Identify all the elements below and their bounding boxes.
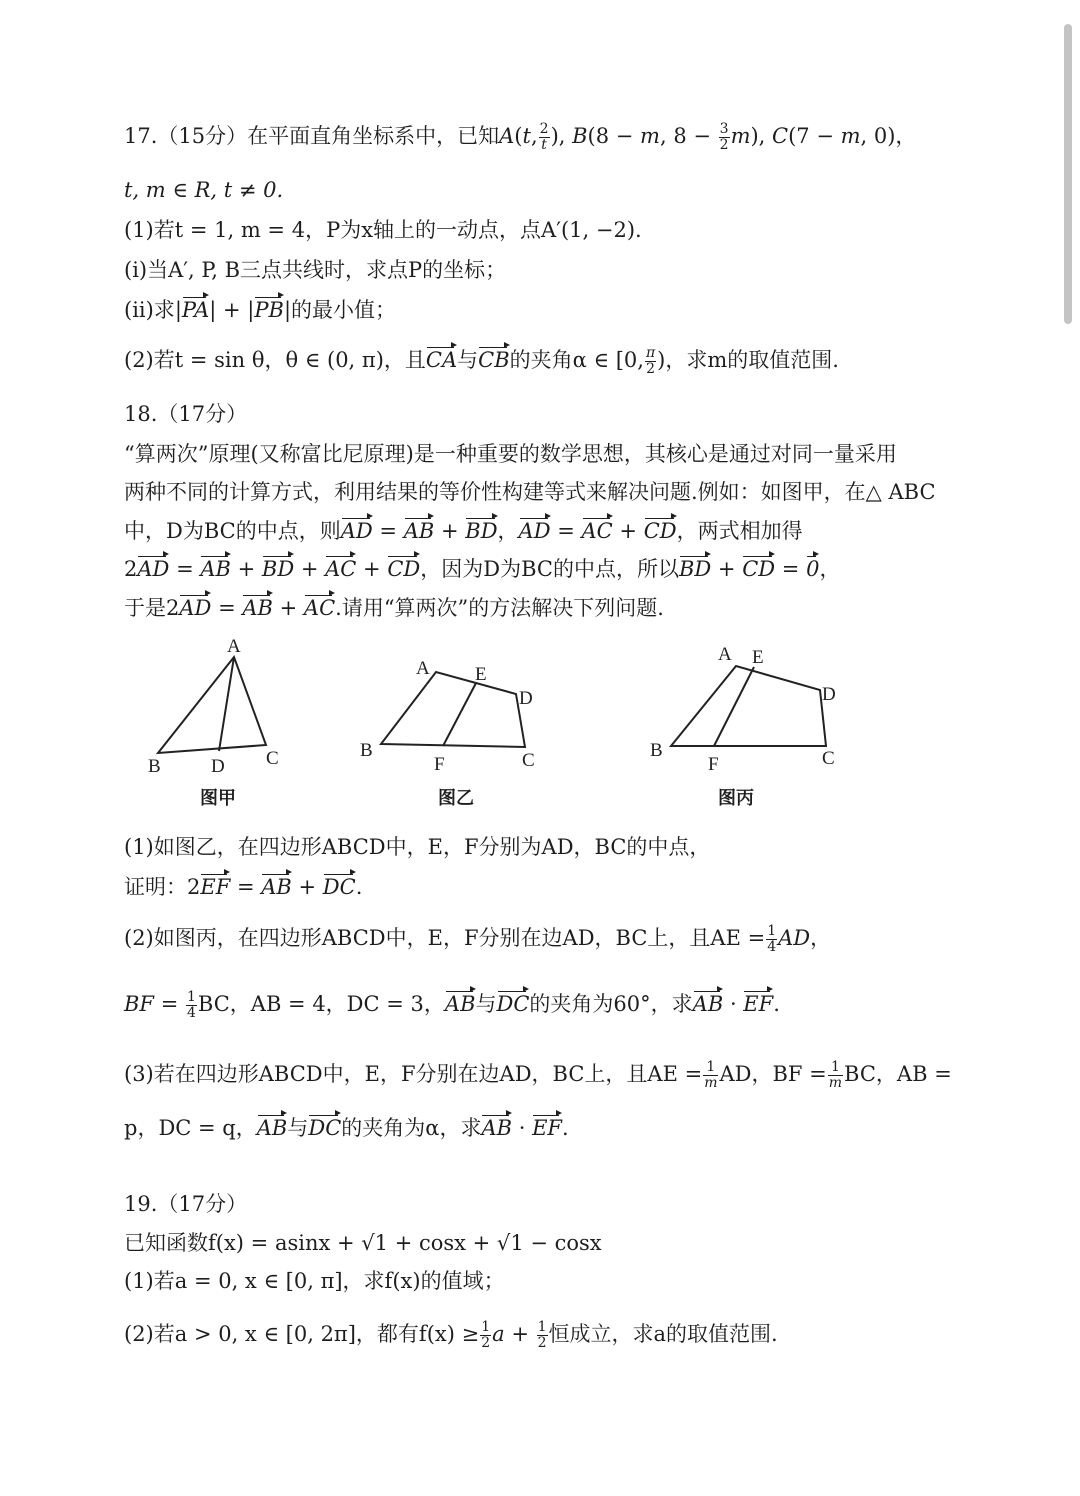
q18-part1-b: 证明：2EF = AB + DC. [124, 875, 363, 899]
q19-header: 19.（17分） [124, 1192, 248, 1216]
q17-header-line: 17.（15分）在平面直角坐标系中，已知A(t, $\frac{2}{t}$ ), B(8 − m, 8 − $\frac{3}{2}$ m), C(7 − m, 0)， [124, 121, 917, 153]
q18-part2-b: BF = $\frac{1}{4}$ BC，AB = 4，DC = 3，AB与DC的夹角为60°，求AB · EF. [124, 989, 780, 1021]
q18-intro-5: 于是2AD = AB + AC.请用“算两次”的方法解决下列问题. [124, 596, 664, 620]
quad-abcd-yi [381, 672, 525, 747]
q18-part3-a: (3)若在四边形ABCD中，E，F分别在边AD，BC上，且AE = $\frac{1}{m}$ AD，BF = $\frac{1}{m}$ BC，AB = [124, 1059, 952, 1091]
figure-jia [158, 657, 266, 753]
q19-part2: (2)若a > 0, x ∈ [0, 2π]，都有f(x) ≥ $\frac{1}{2}$ a + $\frac{1}{2}$ 恒成立，求a的取值范围. [124, 1319, 778, 1351]
q17-part1-ii: (ii)求|PA| + |PB|的最小值； [124, 298, 397, 322]
label-jia-b: B [148, 756, 161, 777]
q18-intro-2: 两种不同的计算方式，利用结果的等价性构建等式来解决问题.例如：如图甲，在△ ABC [124, 480, 936, 504]
segment-ef-yi [443, 683, 476, 746]
q17-part1: (1)若t = 1, m = 4，P为x轴上的一动点，点A′(1, −2). [124, 218, 642, 242]
label-jia-c: C [266, 748, 279, 769]
caption-yi: 图乙 [438, 788, 474, 809]
label-bing-b: B [650, 740, 663, 761]
caption-bing: 图丙 [718, 788, 754, 809]
q19-part1: (1)若a = 0, x ∈ [0, π]，求f(x)的值域； [124, 1269, 505, 1293]
figure-yi [381, 672, 525, 747]
label-yi-e: E [475, 664, 487, 685]
q18-part1-a: (1)如图乙，在四边形ABCD中，E，F分别为AD，BC的中点， [124, 835, 711, 859]
caption-jia: 图甲 [200, 788, 236, 809]
label-bing-f: F [708, 754, 719, 775]
q18-intro-3: 中，D为BC的中点，则AD = AB + BD，AD = AC + CD，两式相加得 [124, 519, 803, 543]
label-jia-a: A [227, 636, 241, 657]
q18-intro-4: 2AD = AB + BD + AC + CD，因为D为BC的中点，所以BD + CD = 0， [124, 557, 841, 581]
q17-part2: (2)若t = sin θ，θ ∈ (0, π)，且CA与CB的夹角α ∈ [0, $\frac{\pi}{2}$ )，求m的取值范围. [124, 345, 839, 377]
q18-header: 18.（17分） [124, 402, 248, 426]
label-bing-e: E [752, 647, 764, 668]
q18-part2-a: (2)如图丙，在四边形ABCD中，E，F分别在边AD，BC上，且AE = $\frac{1}{4}$ AD， [124, 923, 832, 955]
q19-given: 已知函数f(x) = asinx + √1 + cosx + √1 − cosx [124, 1231, 602, 1255]
q17-given: t, m ∈ R, t ≠ 0. [124, 178, 284, 202]
label-yi-b: B [360, 740, 373, 761]
q17-part1-i: (i)当A′, P, B三点共线时，求点P的坐标； [124, 258, 507, 282]
label-yi-d: D [519, 688, 533, 709]
q18-intro-1: “算两次”原理(又称富比尼原理)是一种重要的数学思想，其核心是通过对同一量采用 [124, 442, 897, 466]
label-yi-a: A [416, 658, 430, 679]
figure-bing [671, 666, 826, 746]
label-bing-c: C [822, 748, 835, 769]
segment-ef-bing [714, 667, 754, 746]
label-bing-a: A [718, 644, 732, 665]
label-jia-d: D [211, 756, 225, 777]
q18-part3-b: p，DC = q，AB与DC的夹角为α，求AB · EF. [124, 1116, 569, 1140]
q17-header: 17.（15分）在平面直角坐标系中，已知 [124, 124, 500, 148]
median-ad [219, 657, 234, 751]
label-yi-f: F [434, 754, 445, 775]
label-bing-d: D [822, 684, 836, 705]
scrollbar-thumb[interactable] [1064, 24, 1072, 324]
triangle-abc [158, 657, 266, 753]
vertical-scrollbar[interactable] [1062, 24, 1074, 334]
q18-figures [130, 630, 850, 780]
label-yi-c: C [522, 750, 535, 771]
